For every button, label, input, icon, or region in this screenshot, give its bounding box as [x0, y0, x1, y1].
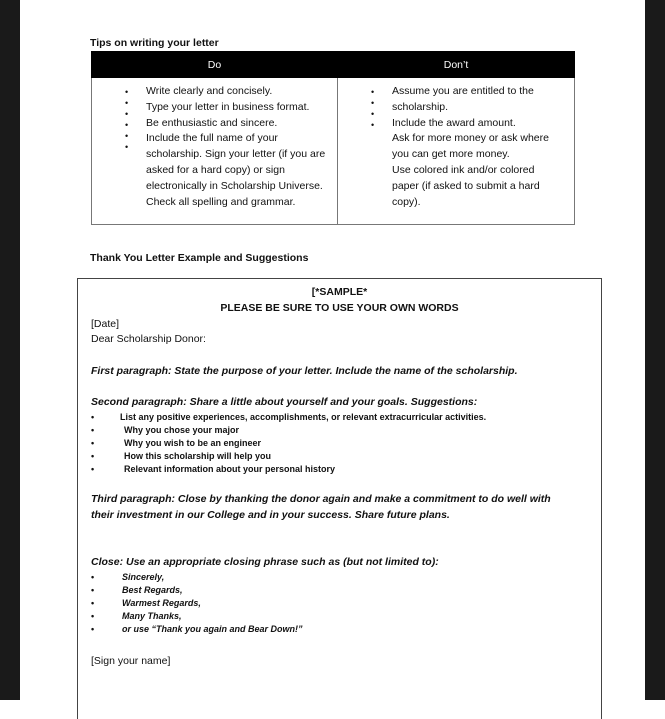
first-paragraph: First paragraph: State the purpose of your letter. Include the name of the scholarship. — [91, 365, 518, 377]
dont-line: Assume you are entitled to the — [392, 85, 534, 97]
dont-list — [392, 84, 549, 210]
sample-warning: PLEASE BE SURE TO USE YOUR OWN WORDS — [220, 302, 459, 314]
list-item: • Why you wish to be an engineer — [91, 438, 262, 448]
do-line: Type your letter in business format. — [146, 100, 310, 113]
do-line: electronically in Scholarship Universe. — [146, 179, 323, 192]
dont-line: Include the award amount. — [392, 116, 516, 129]
signature-placeholder: [Sign your name] — [91, 655, 171, 667]
do-line: scholarship. Sign your letter (if you are — [146, 148, 326, 161]
closing-list — [91, 571, 571, 636]
viewer-frame-left — [0, 0, 20, 700]
tips-table — [91, 51, 575, 225]
document-page — [20, 0, 645, 700]
do-line: Be enthusiastic and sincere. — [146, 116, 278, 129]
do-line: Check all spelling and grammar. — [146, 195, 296, 208]
dont-cell — [338, 78, 575, 225]
do-line: Include the full name of your — [146, 132, 278, 145]
do-cell — [92, 78, 338, 225]
do-bullets: • • • • • • — [125, 87, 129, 152]
date-placeholder: [Date] — [91, 318, 120, 330]
tips-heading: Tips on writing your letter — [90, 37, 219, 49]
dont-bullets: • • • • — [371, 87, 375, 130]
dont-line: scholarship. — [392, 100, 449, 113]
list-item: • List any positive experiences, accomplishments, or relevant extracurricular activities. — [91, 412, 487, 422]
dont-line: Use colored ink and/or colored — [392, 163, 535, 176]
example-heading: Thank You Letter Example and Suggestions — [90, 252, 309, 264]
second-paragraph: Second paragraph: Share a little about yourself and your goals. Suggestions: — [91, 396, 478, 408]
third-paragraph-line2: their investment in our College and in your success. Share future plans. — [91, 509, 450, 521]
close-heading: Close: Use an appropriate closing phrase such as (but not limited to): — [91, 556, 439, 568]
viewer-frame-right — [645, 0, 665, 700]
list-item: • Warmest Regards, — [91, 598, 201, 608]
third-paragraph-line1: Third paragraph: Close by thanking the donor again and make a commitment to do well with — [91, 493, 551, 505]
list-item: • Best Regards, — [91, 585, 183, 595]
sample-label: [*SAMPLE* — [311, 286, 368, 298]
list-item: • Many Thanks, — [91, 611, 182, 621]
sample-letter-box — [77, 278, 602, 719]
dont-line: paper (if asked to submit a hard — [392, 179, 540, 192]
do-header: Do — [92, 52, 338, 78]
list-item: • How this scholarship will help you — [91, 451, 272, 461]
suggestion-list — [91, 411, 571, 476]
dont-line: Ask for more money or ask where — [392, 132, 549, 145]
dont-line: copy). — [392, 195, 421, 208]
salutation: Dear Scholarship Donor: — [91, 333, 206, 345]
list-item: • or use “Thank you again and Bear Down!” — [91, 624, 303, 634]
dont-header: Don’t — [338, 52, 575, 78]
list-item: • Sincerely, — [91, 572, 165, 582]
list-item: • Relevant information about your personal history — [91, 464, 336, 474]
do-line: asked for a hard copy) or sign — [146, 163, 285, 176]
do-line: Write clearly and concisely. — [146, 85, 273, 97]
do-list — [146, 84, 325, 210]
list-item: • Why you chose your major — [91, 425, 240, 435]
dont-line: you can get more money. — [392, 148, 510, 161]
